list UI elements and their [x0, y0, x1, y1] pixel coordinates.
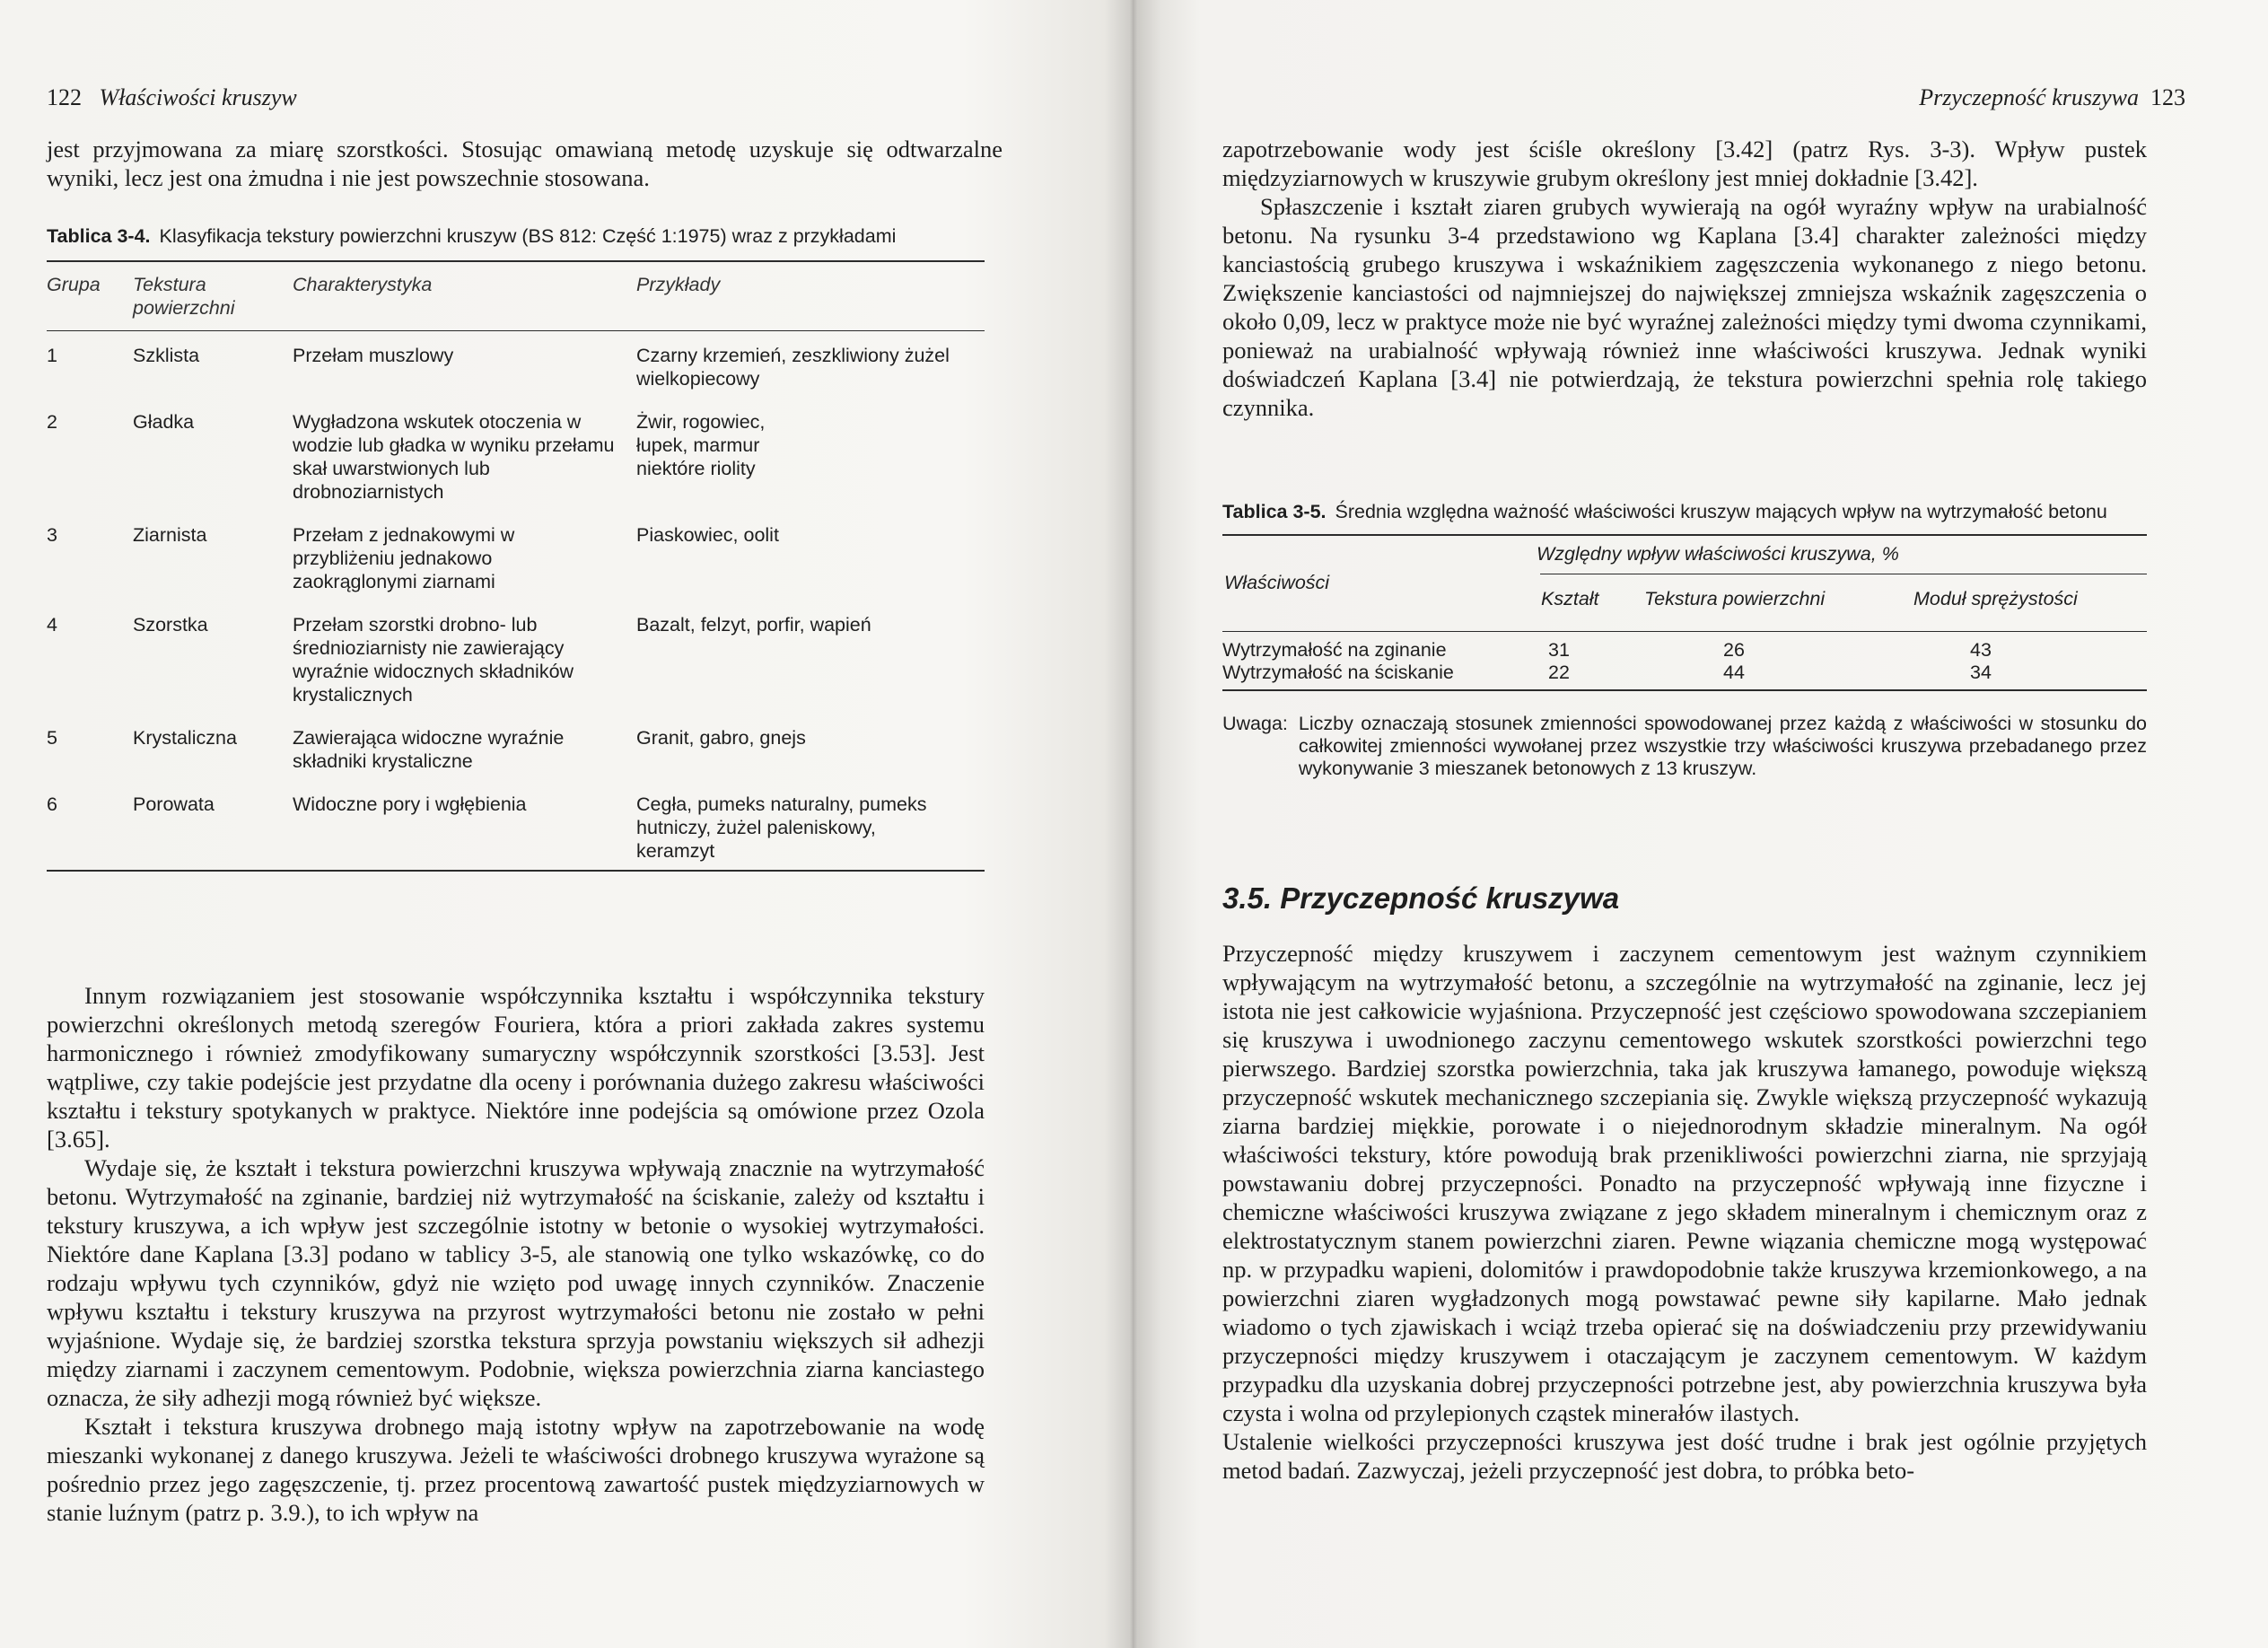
left-body: [47, 981, 985, 1527]
table-header-rule: [47, 330, 985, 331]
cell-character: Przełam muszlowy: [293, 345, 454, 366]
table-label: Tablica 3-5.: [1222, 501, 1327, 522]
table-row: [1222, 662, 2147, 684]
left-intro: [47, 135, 1003, 192]
body-paragraph: zapotrzebowanie wody jest ściśle określony [3.42] (patrz Rys. 3-3). Wpływ pustek międzyziarnowych w kruszywie grubym określony jest mniej dokładnie [3.42].: [1222, 136, 2147, 191]
cell-character: Przełam szorstki drobno- lub średnioziarnisty nie zawierający wyraźnie widocznych składników krystalicznych: [293, 614, 574, 706]
cell-shape: 31: [1548, 639, 1570, 661]
cell-texture: Ziarnista: [133, 524, 207, 546]
cell-group: 2: [47, 411, 57, 433]
table-note: [1222, 713, 2147, 780]
page-number-right: 123: [2150, 84, 2185, 110]
cell-texture: Gładka: [133, 411, 195, 433]
note-label: Uwaga:: [1222, 713, 1288, 734]
running-head-right: [1919, 84, 2185, 111]
table-row: [1222, 639, 2147, 662]
cell-character: Wygładzona wskutek otoczenia w wodzie lub gładka w wyniku przełamu skał uwarstwionych lub drobnoziarnistych: [293, 411, 615, 503]
body-paragraph: Wydaje się, że kształt i tekstura powierzchni kruszywa wpływają znacznie na wytrzymałość betonu. Wytrzymałość na zginanie, bardziej niż wytrzymałość na ściskanie, zależy od kształtu i tekstury kruszywa, a ich wpływ jest szczególnie istotny w betonie o wysokiej wytrzymałości. Niektóre dane Kaplana [3.3] podano w tablicy 3-5, ale stanowią one tylko wskazówkę, co do rodzaju wpływu tych czynników, gdyż nie wzięto pod uwagę innych czynników. Znaczenie wpływu kształtu i tekstury kruszywa na przyrost wytrzymałości betonu nie zostało w pełni wyjaśnione. Wydaje się, że bardziej szorstka tekstura sprzyja powstaniu większych sił adhezji między ziarnami i zaczynem cementowym. Podobnie, większa powierzchnia ziarna kanciastego oznacza, że siły adhezji mogą również być większe.: [47, 1154, 985, 1411]
header-span: Względny wpływ właściwości kruszywa, %: [1537, 543, 1899, 565]
cell-character: Zawierająca widoczne wyraźnie składniki krystaliczne: [293, 727, 565, 772]
cell-examples: Żwir, rogowiec, łupek, marmur niektóre riolity: [636, 411, 766, 479]
cell-shape: 22: [1548, 662, 1570, 683]
intro-paragraph: jest przyjmowana za miarę szorstkości. Stosując omawianą metodę uzyskuje się odtwarzalne wyniki, lecz jest ona żmudna i nie jest powszechnie stosowana.: [47, 136, 1003, 191]
table-row: [47, 523, 985, 593]
cell-modulus: 43: [1970, 639, 1992, 661]
table-caption-text: Średnia względna ważność właściwości kruszyw mających wpływ na wytrzymałość betonu: [1335, 501, 2107, 522]
cell-examples: Granit, gabro, gnejs: [636, 727, 806, 749]
header-group: Grupa: [47, 274, 101, 295]
running-title-right: Przyczepność kruszywa: [1919, 84, 2139, 110]
cell-texture: Krystaliczna: [133, 727, 237, 749]
header-examples: Przykłady: [636, 274, 721, 295]
body-paragraph: Innym rozwiązaniem jest stosowanie współczynnika kształtu i współczynnika tekstury powierzchni określonych metodą szeregów Fouriera, która a priori zakłada zakres systemu harmonicznego i również zmodyfikowany sumaryczny współczynnik szorstkości [3.53]. Jest wątpliwe, czy takie podejście jest przydatne dla oceny i porównania dużego zakresu właściwości kształtu i tekstury spotykanych w praktyce. Niektóre inne podejścia są omówione przez Ozola [3.65].: [47, 982, 985, 1153]
cell-examples: Piaskowiec, oolit: [636, 524, 779, 546]
right-body-top: [1222, 135, 2147, 422]
cell-examples: Bazalt, felzyt, porfir, wapień: [636, 614, 871, 636]
cell-texture: Porowata: [133, 793, 215, 815]
table-3-4: [47, 224, 985, 872]
cell-character: Widoczne pory i wgłębienia: [293, 793, 527, 815]
cell-texture: Szorstka: [133, 614, 208, 636]
table-header-row: [47, 262, 985, 330]
table-bottom-rule: [1222, 689, 2147, 691]
cell-group: 6: [47, 793, 57, 815]
body-paragraph: Przyczepność między kruszywem i zaczynem cementowym jest ważnym czynnikiem wpływającym na wytrzymałość betonu, a szczególnie na wytrzymałość na zginanie, lecz jej istota nie jest całkowicie wyjaśniona. Przyczepność jest częściowo spowodowana szczepianiem się kruszywa i uwodnionego zaczynu cementowego wskutek szorstkości powierzchni tego pierwszego. Bardziej szorstka powierzchnia, taka jak kruszywa łamanego, powoduje większą przyczepność wskutek mechanicznego szczepiania się. Zwykle większą przyczepność wykazują ziarna bardziej miękkie, porowate i o niejednorodnym składzie mineralnym. Na ogół właściwości tekstury, które powodują brak przenikliwości powierzchni ziarna, nie sprzyjają powstawaniu dobrej przyczepności. Ponadto na przyczepność wpływają inne fizyczne i chemiczne właściwości kruszywa związane z jego składem mineralnym i chemicznym oraz z elektrostatycznym stanem powierzchni ziaren. Pewne wiązania chemiczne mogą występować np. w przypadku wapieni, dolomitów i prawdopodobnie także kruszywa krzemionkowego, a na powierzchni ziaren wygładzonych mogą powstawać pewne siły kapilarne. Mało jednak wiadomo o tych zjawiskach i wciąż trzeba opierać się na doświadczeniu przy przewidywaniu przyczepności między kruszywem i otaczającym je zaczynem cementowym. W każdym przypadku dla uzyskania dobrej przyczepności potrzebne jest, aby powierzchnia kruszywa była czysta i wolna od przylepionych cząstek minerałów ilastych.: [1222, 940, 2147, 1426]
left-page: [0, 0, 1133, 1648]
table-row: [47, 726, 985, 773]
cell-texture: Szklista: [133, 345, 200, 366]
table-header: [1222, 536, 2147, 631]
body-paragraph: Ustalenie wielkości przyczepności kruszywa jest dość trudne i brak jest ogólnie przyjętych metod badań. Zazwyczaj, jeżeli przyczepność jest dobra, to próbka beto-: [1222, 1428, 2147, 1484]
header-property: Właściwości: [1224, 572, 1330, 593]
cell-texture: 44: [1723, 662, 1745, 683]
cell-property: Wytrzymałość na ściskanie: [1222, 662, 1454, 683]
cell-group: 1: [47, 345, 57, 366]
body-paragraph: Spłaszczenie i kształt ziaren grubych wywierają na ogół wyraźny wpływ na urabialność betonu. Na rysunku 3-4 przedstawiono wg Kaplana [3.4] charakter zależności między kanciastością grubego kruszywa i wskaźnikiem zagęszczenia wykonanego z niego betonu. Zwiększenie kanciastości od najmniejszej do największej zmniejsza wskaźnik zagęszczenia o około 0,09, lecz w praktyce może nie być wyraźnej zależności między tymi dwoma czynnikami, ponieważ na urabialność wpływają również inne właściwości kruszywa. Jednak wyniki doświadczeń Kaplana [3.4] nie potwierdzają, że tekstura powierzchni spełnia rolę takiego czynnika.: [1222, 193, 2147, 421]
book-gutter-shadow: [1104, 0, 1161, 1648]
note-text: Liczby oznaczają stosunek zmienności spowodowanej przez każdą z właściwości w stosunku do całkowitej zmienności wywołanej przez wszystkie trzy właściwości kruszywa przebadanego przez wykonywanie 3 mieszanek betonowych z 13 kruszyw.: [1298, 713, 2147, 779]
cell-examples: Cegła, pumeks naturalny, pumeks hutniczy, żużel paleniskowy, keramzyt: [636, 793, 927, 862]
header-col-shape: Kształt: [1541, 588, 1599, 609]
table-label: Tablica 3-4.: [47, 225, 151, 247]
table-row: [47, 410, 985, 504]
cell-character: Przełam z jednakowymi w przybliżeniu jednakowo zaokrąglonymi ziarnami: [293, 524, 515, 592]
table-caption: [1222, 501, 2147, 523]
header-col-modulus: Moduł sprężystości: [1913, 588, 2078, 609]
cell-examples: Czarny krzemień, zeszkliwiony żużel wielkopiecowy: [636, 345, 950, 390]
cell-texture: 26: [1723, 639, 1745, 661]
right-body-section: [1222, 939, 2147, 1485]
running-title-left: Właściwości kruszyw: [99, 84, 297, 110]
table-3-5: [1222, 501, 2147, 780]
cell-modulus: 34: [1970, 662, 1992, 683]
section-heading: 3.5. Przyczepność kruszywa: [1222, 881, 1620, 915]
table-caption: [47, 224, 985, 248]
table-bottom-rule: [47, 870, 985, 872]
cell-group: 4: [47, 614, 57, 636]
cell-property: Wytrzymałość na zginanie: [1222, 639, 1447, 661]
table-caption-text: Klasyfikacja tekstury powierzchni kruszyw (BS 812: Część 1:1975) wraz z przykładami: [159, 225, 897, 247]
header-character: Charakterystyka: [293, 274, 433, 295]
table-row: [47, 793, 985, 863]
table-header-rule: [1222, 631, 2147, 632]
header-col-texture: Tekstura powierzchni: [1644, 588, 1826, 609]
cell-group: 3: [47, 524, 57, 546]
page-number-left: 122: [47, 84, 82, 110]
table-row: [47, 613, 985, 706]
table-row: [47, 344, 985, 390]
body-paragraph: Kształt i tekstura kruszywa drobnego mają istotny wpływ na zapotrzebowanie na wodę mieszanki wykonanej z danego kruszywa. Jeżeli te właściwości drobnego kruszywa wyrażone są pośrednio przez jego zagęszczenie, tj. przez procentową zawartość pustek międzyziarnowych w stanie luźnym (patrz p. 3.9.), to ich wpływ na: [47, 1413, 985, 1526]
header-texture: Tekstura powierzchni: [133, 274, 235, 319]
running-head-left: [47, 84, 297, 111]
cell-group: 5: [47, 727, 57, 749]
